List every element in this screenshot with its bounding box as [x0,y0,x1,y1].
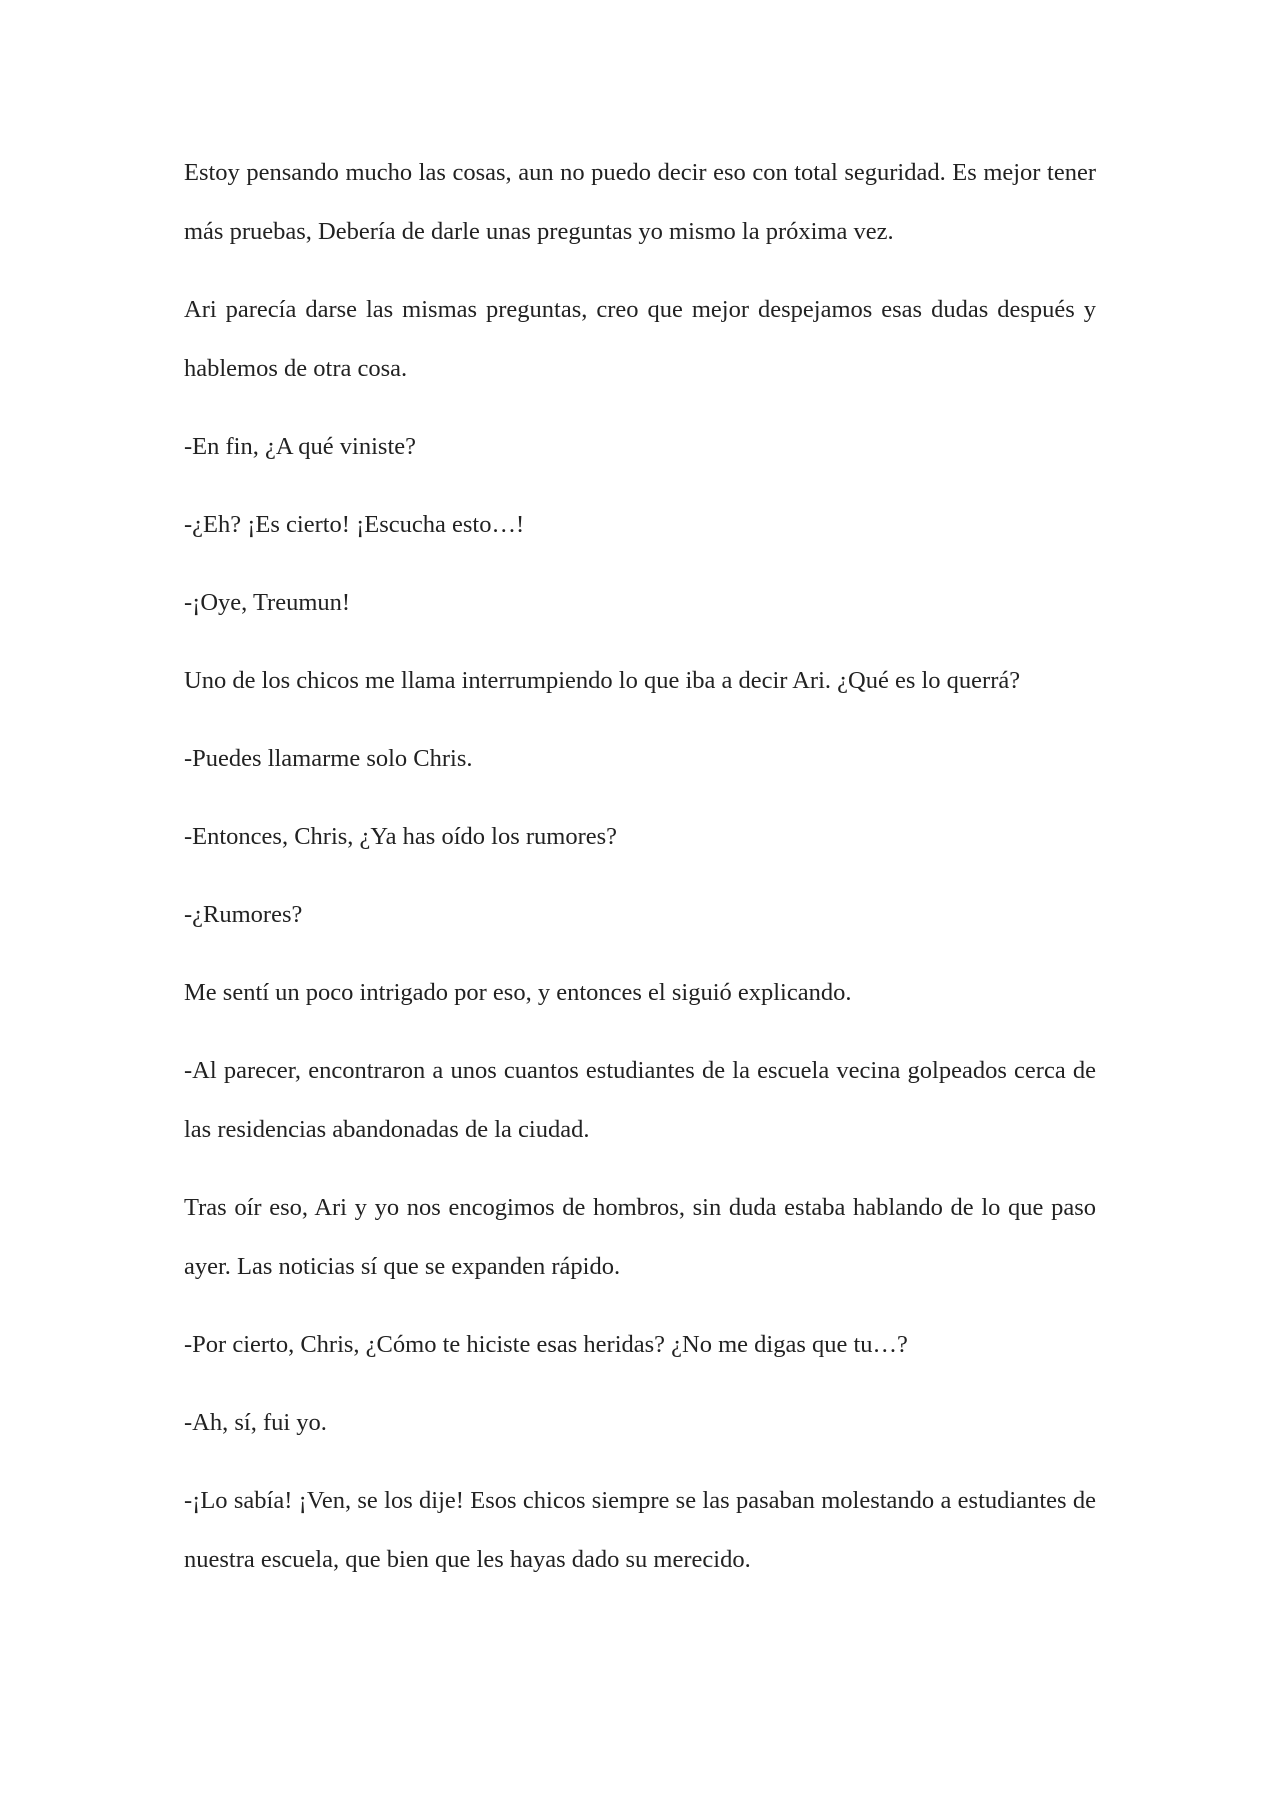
paragraph: Uno de los chicos me llama interrumpiendo lo que iba a decir Ari. ¿Qué es lo querrá? [184,667,1021,694]
paragraph: Ari parecía darse las mismas preguntas, creo que mejor despejamos esas dudas después y hablemos de otra cosa. [184,296,1096,382]
paragraph: Estoy pensando mucho las cosas, aun no puedo decir eso con total seguridad. Es mejor tener más pruebas, Debería de darle unas preguntas yo mismo la próxima vez. [184,159,1096,245]
paragraph: Tras oír eso, Ari y yo nos encogimos de hombros, sin duda estaba hablando de lo que paso ayer. Las noticias sí que se expanden rápido. [184,1194,1096,1280]
paragraph: Me sentí un poco intrigado por eso, y entonces el siguió explicando. [184,979,852,1006]
dialogue-line: -Ah, sí, fui yo. [184,1409,327,1436]
dialogue-line: -Al parecer, encontraron a unos cuantos estudiantes de la escuela vecina golpeados cerca de las residencias abandonadas de la ciudad. [184,1057,1096,1143]
dialogue-line: -¿Eh? ¡Es cierto! ¡Escucha esto…! [184,511,525,538]
dialogue-line: -Por cierto, Chris, ¿Cómo te hiciste esas heridas? ¿No me digas que tu…? [184,1331,908,1358]
dialogue-line: -Puedes llamarme solo Chris. [184,745,473,772]
dialogue-line: -Entonces, Chris, ¿Ya has oído los rumores? [184,823,618,850]
dialogue-line: -En fin, ¿A qué viniste? [184,433,417,460]
dialogue-line: -¡Lo sabía! ¡Ven, se los dije! Esos chicos siempre se las pasaban molestando a estudiantes de nuestra escuela, que bien que les hayas dado su merecido. [184,1487,1096,1573]
document-body [184,143,1096,1608]
dialogue-line: -¿Rumores? [184,901,303,928]
dialogue-line: -¡Oye, Treumun! [184,589,351,616]
